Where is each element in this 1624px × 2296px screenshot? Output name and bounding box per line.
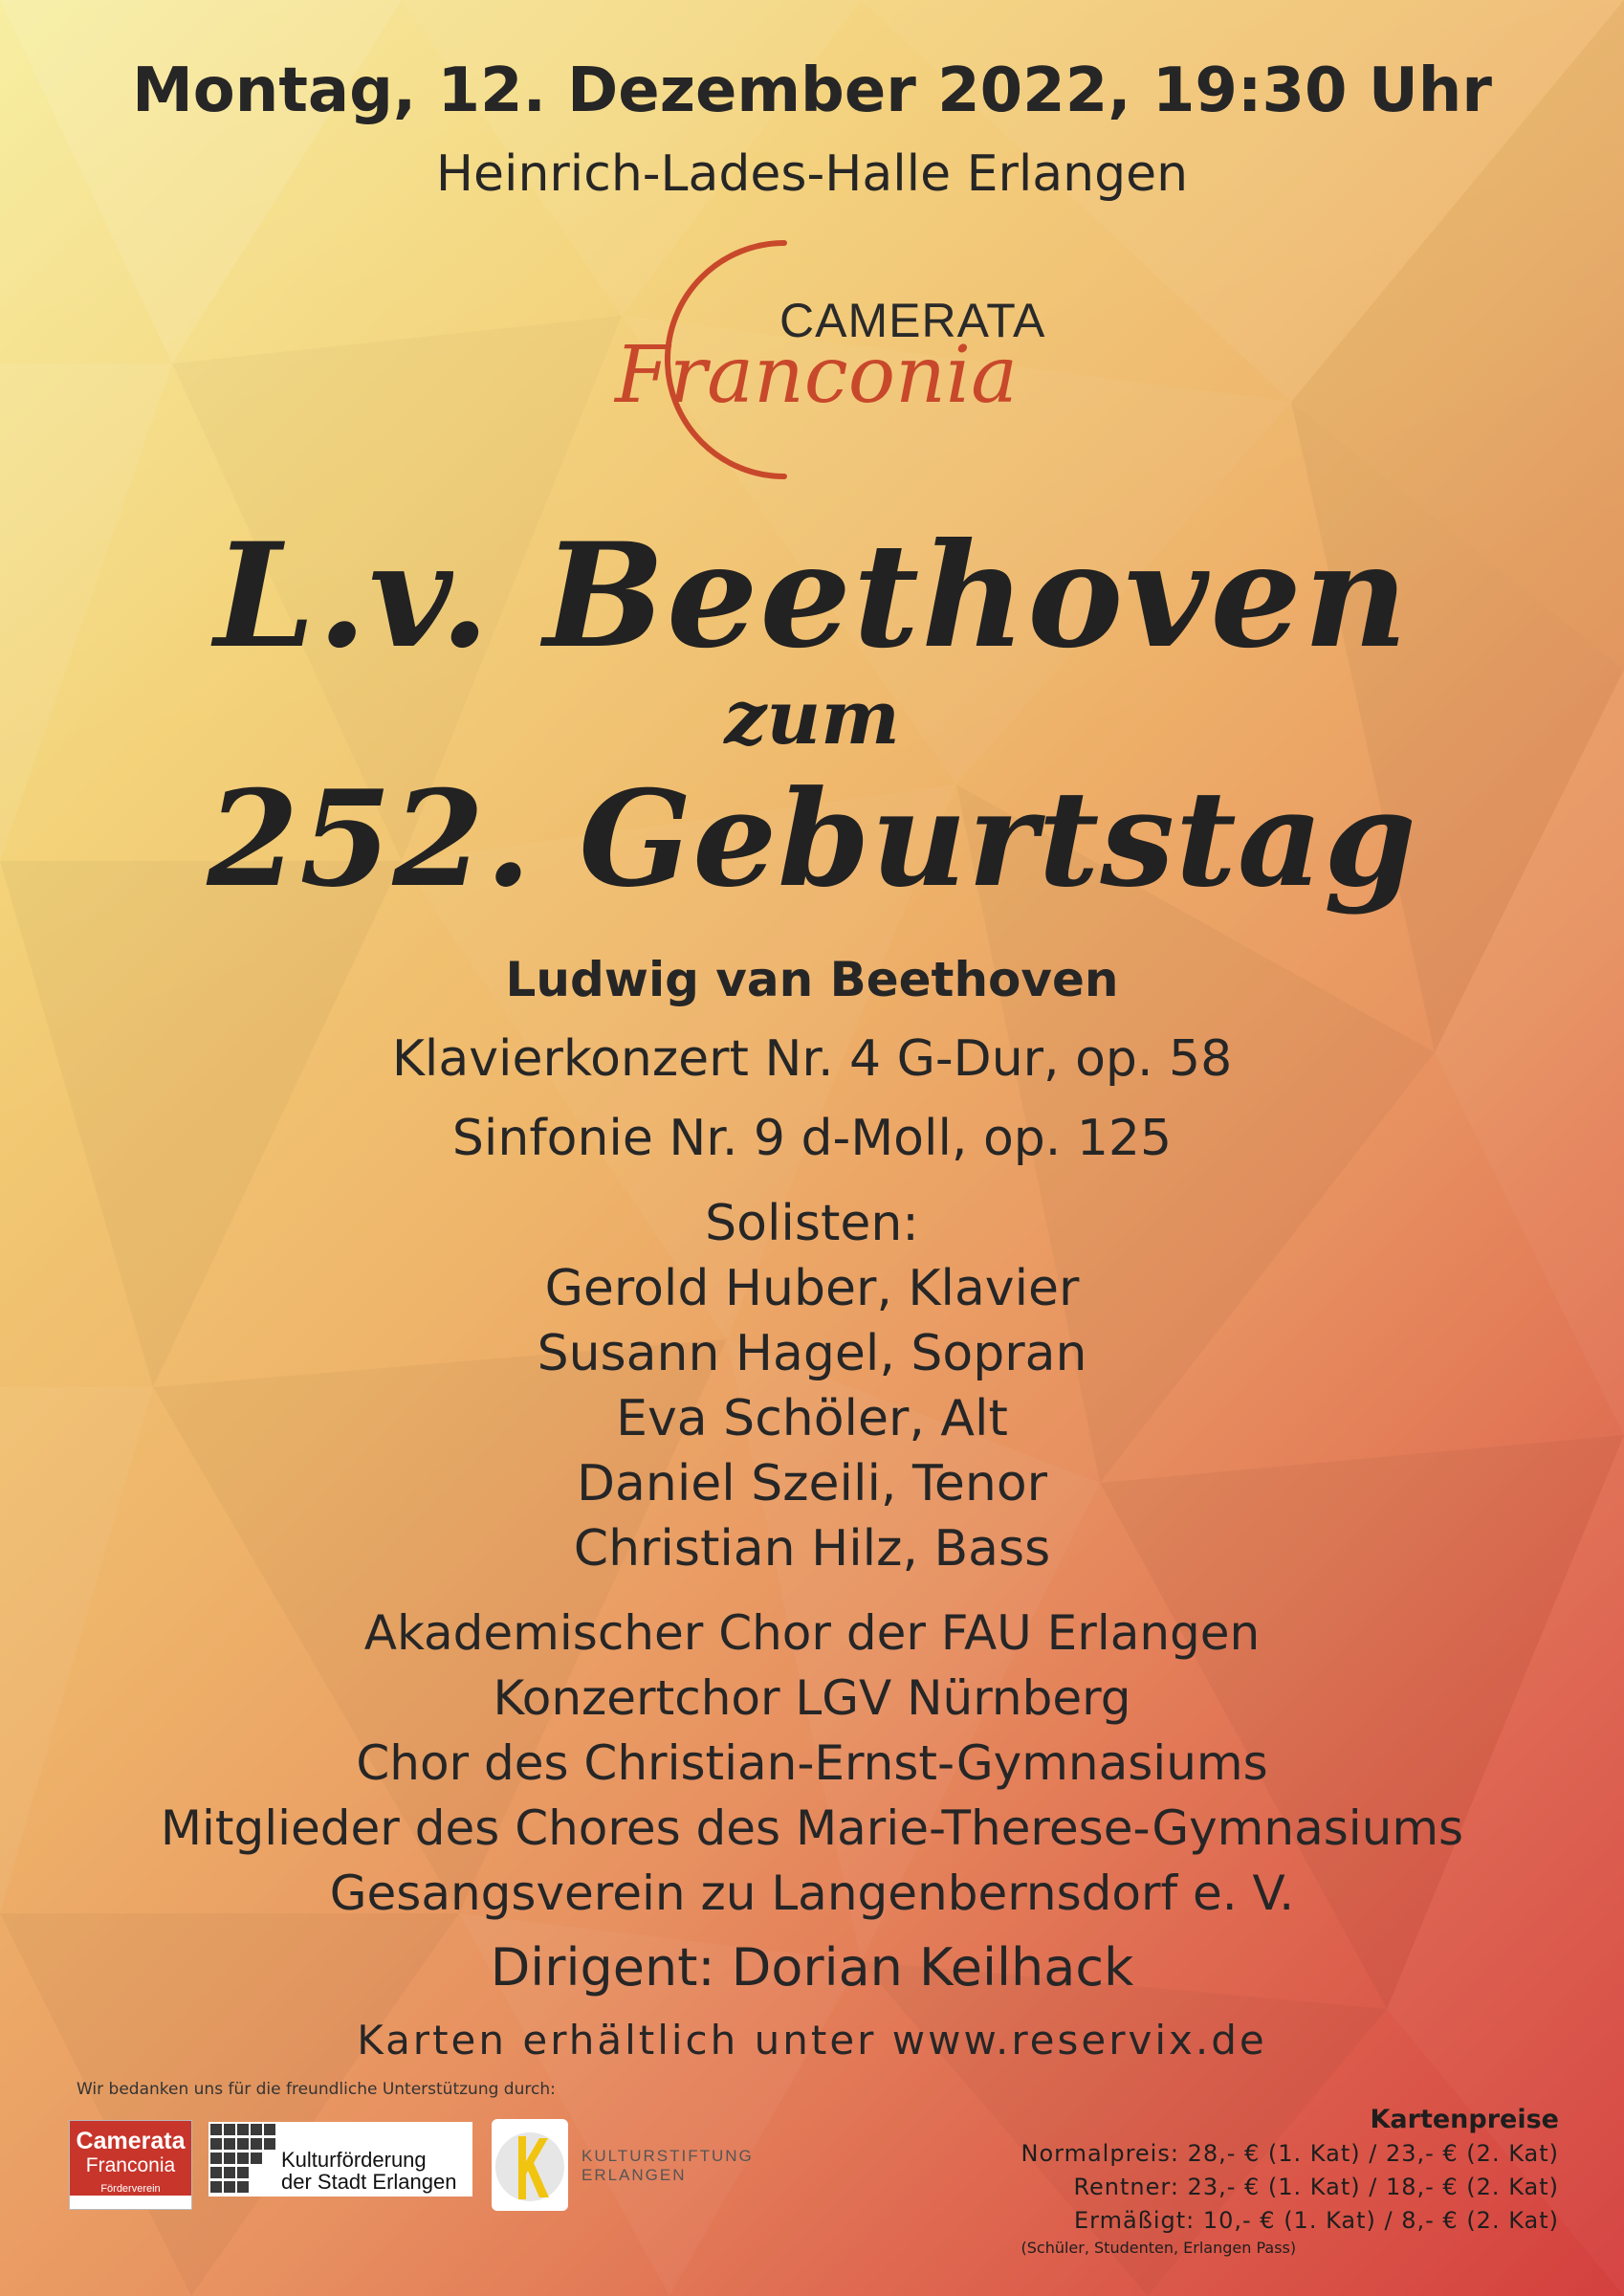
- choir-item: Akademischer Chor der FAU Erlangen: [363, 1605, 1261, 1661]
- price-row: Rentner: 23,- € (1. Kat) / 18,- € (2. Kat): [1073, 2174, 1559, 2200]
- choir-item: Chor des Christian-Ernst-Gymnasiums: [356, 1735, 1268, 1791]
- price-row: Ermäßigt: 10,- € (1. Kat) / 8,- € (2. Kat): [1074, 2207, 1559, 2234]
- camerata-franconia-logo: [550, 230, 1086, 488]
- prices-note: (Schüler, Studenten, Erlangen Pass): [1020, 2239, 1297, 2257]
- soloist-item: Eva Schöler, Alt: [616, 1390, 1008, 1447]
- foerderverein-logo-top: [70, 2121, 191, 2196]
- soloist-list: [0, 1256, 1624, 1581]
- conductor: Dirigent: Dorian Keilhack: [490, 1937, 1134, 1998]
- choir-list: [0, 1601, 1624, 1926]
- choir-item: Gesangsverein zu Langenbernsdorf e. V.: [329, 1866, 1295, 1921]
- sponsor-logo-kulturfoerderung: [208, 2122, 472, 2197]
- headline-beethoven: L.v. Beethoven: [214, 512, 1410, 680]
- soloist-item: Gerold Huber, Klavier: [544, 1260, 1080, 1317]
- kulturfoerderung-line-1: Kulturförderung: [281, 2148, 427, 2172]
- foerderverein-line-1: Camerata: [76, 2128, 186, 2154]
- kulturstiftung-logo-icon: [492, 2119, 568, 2211]
- logo-script-text: Franconia: [615, 330, 1019, 421]
- sponsor-thanks-text: Wir bedanken uns für die freundliche Unterstützung durch:: [77, 2080, 556, 2099]
- headline-birthday: 252. Geburtstag: [207, 761, 1417, 916]
- ticket-prices: [1021, 2103, 1560, 2259]
- price-row: Normalpreis: 28,- € (1. Kat) / 23,- € (2. Kat): [1020, 2140, 1559, 2167]
- tickets-info: Karten erhältlich unter www.reservix.de: [357, 2017, 1267, 2064]
- sponsor-logo-foerderverein: [69, 2120, 192, 2210]
- grid-logo-icon: [210, 2124, 277, 2195]
- foerderverein-line-2: Franconia: [85, 2154, 176, 2176]
- program-work: Klavierkonzert Nr. 4 G-Dur, op. 58: [391, 1030, 1233, 1088]
- event-date-time: Montag, 12. Dezember 2022, 19:30 Uhr: [132, 55, 1492, 126]
- kulturfoerderung-line-2: der Stadt Erlangen: [281, 2170, 457, 2194]
- foerderverein-line-3: Förderverein: [100, 2183, 161, 2195]
- soloist-item: Christian Hilz, Bass: [573, 1520, 1051, 1578]
- event-venue: Heinrich-Lades-Halle Erlangen: [435, 145, 1189, 203]
- headline-zum: zum: [724, 674, 900, 762]
- kulturstiftung-line-2: ERLANGEN: [582, 2166, 687, 2184]
- kulturstiftung-text: [582, 2147, 754, 2185]
- logo-top-text: CAMERATA: [779, 294, 1046, 347]
- kulturstiftung-line-1: KULTURSTIFTUNG: [582, 2147, 754, 2165]
- soloist-item: Susann Hagel, Sopran: [537, 1325, 1087, 1382]
- soloists-label: Solisten:: [705, 1195, 919, 1252]
- program-composer: Ludwig van Beethoven: [505, 952, 1119, 1007]
- choir-item: Konzertchor LGV Nürnberg: [493, 1670, 1131, 1726]
- prices-title: Kartenpreise: [1370, 2105, 1559, 2134]
- soloist-item: Daniel Szeili, Tenor: [576, 1455, 1048, 1512]
- program-work: Sinfonie Nr. 9 d-Moll, op. 125: [451, 1110, 1173, 1167]
- kulturfoerderung-text: [281, 2149, 456, 2193]
- choir-item: Mitglieder des Chores des Marie-Therese-Gymnasiums: [160, 1800, 1464, 1856]
